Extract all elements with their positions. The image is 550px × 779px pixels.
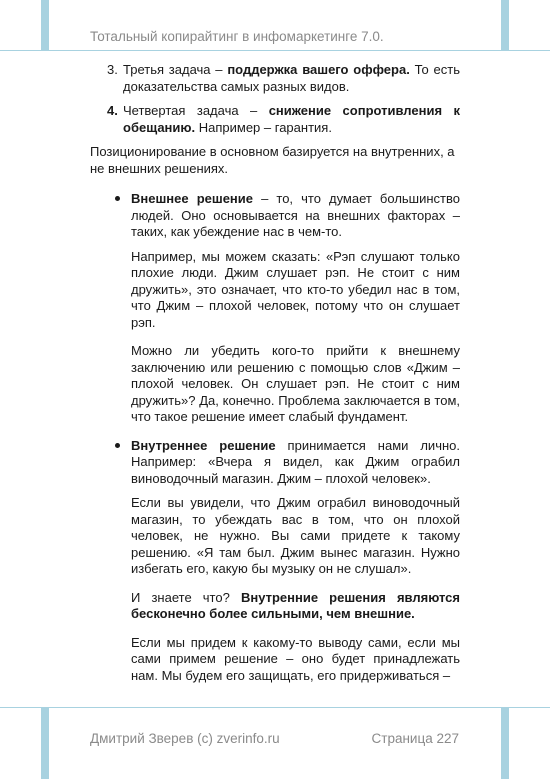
header-title: Тотальный копирайтинг в инфомаркетинге 7.0. [90,29,384,44]
paragraph: Если мы придем к какому-то выводу сами, если мы сами примем решение – оно будет принадлежать нам. Мы будем его защищать, его придерживаться – [131,634,460,683]
list-number: 4. [107,103,118,118]
page-body [90,62,460,684]
paragraph-bold: Внутренние решения являются бесконечно более сильными, чем внешние. [131,589,460,621]
list-text: Четвертая задача – [123,103,269,118]
list-number: 3. [107,62,118,77]
footer-page-number: Страница 227 [371,731,459,746]
bullet-term: Внешнее решение [131,191,254,206]
right-border-bar-bottom [501,708,509,779]
list-text: Третья задача – [123,62,228,77]
intro-paragraph: Позиционирование в основном базируется на внутренних, а не внешних решениях. [90,144,455,176]
bullet-icon [115,443,120,448]
paragraph-text: И знаете что? [131,589,241,605]
bullet-text: принимается нами лично. Например: «Вчера я видел, как Джим ограбил виноводочный магазин. Джим – плохой человек». [131,437,460,486]
header-rule [0,50,550,51]
paragraph [90,590,460,623]
left-border-bar-bottom [41,708,49,779]
footer-author: Дмитрий Зверев (с) zverinfo.ru [90,731,280,746]
right-border-bar-top [501,0,509,50]
bullet-external [90,191,460,241]
paragraph: Например, мы можем сказать: «Рэп слушают только плохие люди. Джим слушает рэп. Не стоит с ним дружить», это означает, что кто-то убедил нас в том, что Джим – плохой человек, потому что он слушает рэп. [131,248,460,330]
list-bold: поддержка вашего оффера. [227,62,410,77]
list-item-4 [90,103,460,136]
bullet-text: – то, что думает большинство людей. Оно основывается на внешних факторах – таких, как убеждение нас в чем-то. [131,191,460,239]
bullet-icon [115,196,120,201]
bullet-term: Внутреннее решение [131,437,276,453]
list-item-3 [90,62,460,95]
list-text: То есть доказательства самых разных видов. [123,62,460,94]
paragraph: Можно ли убедить кого-то прийти к внешнему заключению или решению с помощью слов «Джим – плохой человек. Он слушает рэп. Не стоит с ним дружить»? Да, конечно. Проблема заключается в том, что такое решение имеет слабый фундамент. [131,343,460,424]
bullet-internal [90,438,460,488]
list-bold: снижение сопротивления к обещанию. [123,103,460,135]
list-text: Например – гарантия. [195,119,332,135]
footer-rule [0,707,550,708]
paragraph: Если вы увидели, что Джим ограбил виноводочный магазин, то убеждать вас в том, что он плохой человек, не нужно. Вы сами придете к такому решению. «Я там был. Джим вынес магазин. Нужно избегать его, какую бы музыку он не слушал». [131,495,460,576]
left-border-bar-top [41,0,49,50]
